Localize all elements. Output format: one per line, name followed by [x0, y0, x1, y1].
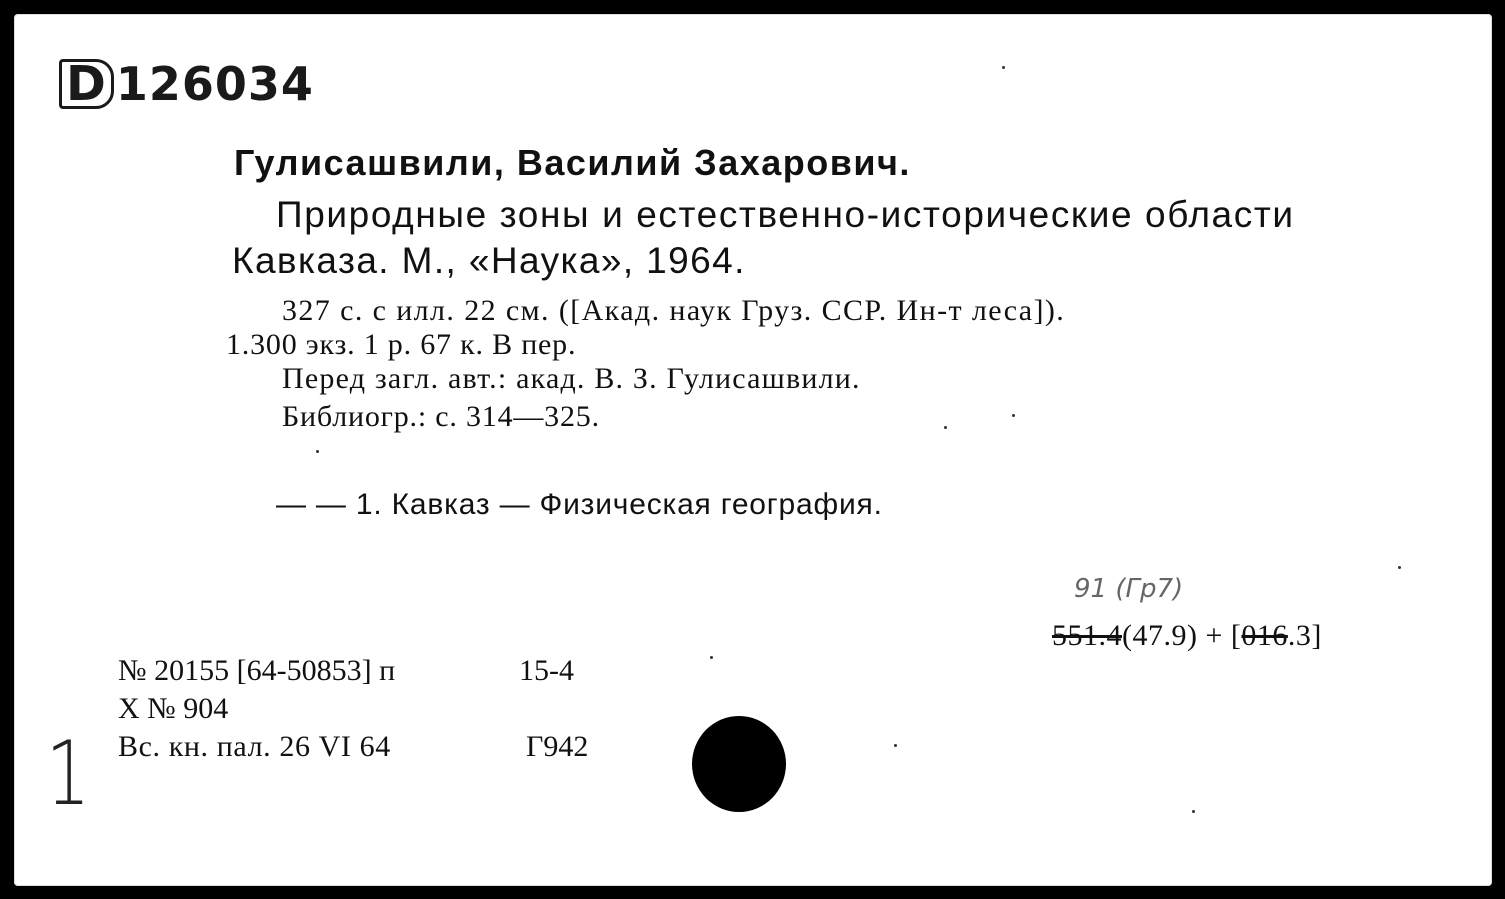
note-bibliography: Библиогр.: с. 314—325. — [282, 400, 600, 433]
classification-bracket-rest: .3] — [1287, 619, 1322, 652]
catalog-card — [14, 14, 1492, 886]
handwritten-class-note: 91 (Гр7) — [1074, 574, 1184, 604]
dust-speck — [1012, 414, 1015, 417]
subject-lead-dashes: — — — [276, 488, 347, 521]
accession-digits: 126034 — [115, 57, 314, 111]
footprint-line-1-code: 15-4 — [519, 654, 574, 687]
collation-line-1: 327 с. с илл. 22 см. ([Акад. наук Груз. ССР. Ин-т леса]). — [282, 294, 1066, 327]
pencil-mark: 1 — [45, 722, 91, 825]
footprint-line-1: № 20155 [64-50853] п — [118, 654, 396, 687]
subject-text: 1. Кавказ — Физическая география. — [355, 488, 883, 521]
dust-speck — [1192, 810, 1195, 813]
accession-number — [59, 57, 314, 111]
dust-speck — [710, 656, 713, 659]
footprint-line-3-code: Г942 — [526, 730, 589, 763]
title-line-1: Природные зоны и естественно-исторические области — [276, 194, 1295, 235]
classification-main-rest: (47.9) + [ — [1122, 619, 1242, 652]
accession-letter: D — [59, 59, 114, 109]
footprint-line-3: Вс. кн. пал. 26 VI 64 — [118, 730, 391, 763]
classification-struck-main: 551.4 — [1052, 619, 1122, 652]
author-heading: Гулисашвили, Василий Захарович. — [234, 142, 911, 183]
punch-hole — [692, 716, 786, 812]
dust-speck — [894, 744, 897, 747]
dust-speck — [316, 450, 319, 453]
classification-struck-bracket: 016 — [1241, 619, 1288, 652]
dust-speck — [1398, 566, 1401, 569]
title-line-2: Кавказа. М., «Наука», 1964. — [232, 240, 746, 281]
footprint-line-2: X № 904 — [118, 692, 229, 725]
dust-speck — [1002, 66, 1005, 69]
classification-number — [1052, 619, 1322, 653]
subject-heading — [276, 488, 883, 522]
dust-speck — [944, 426, 947, 429]
collation-line-2: 1.300 экз. 1 р. 67 к. В пер. — [226, 328, 577, 361]
note-author: Перед загл. авт.: акад. В. З. Гулисашвили. — [282, 362, 861, 395]
